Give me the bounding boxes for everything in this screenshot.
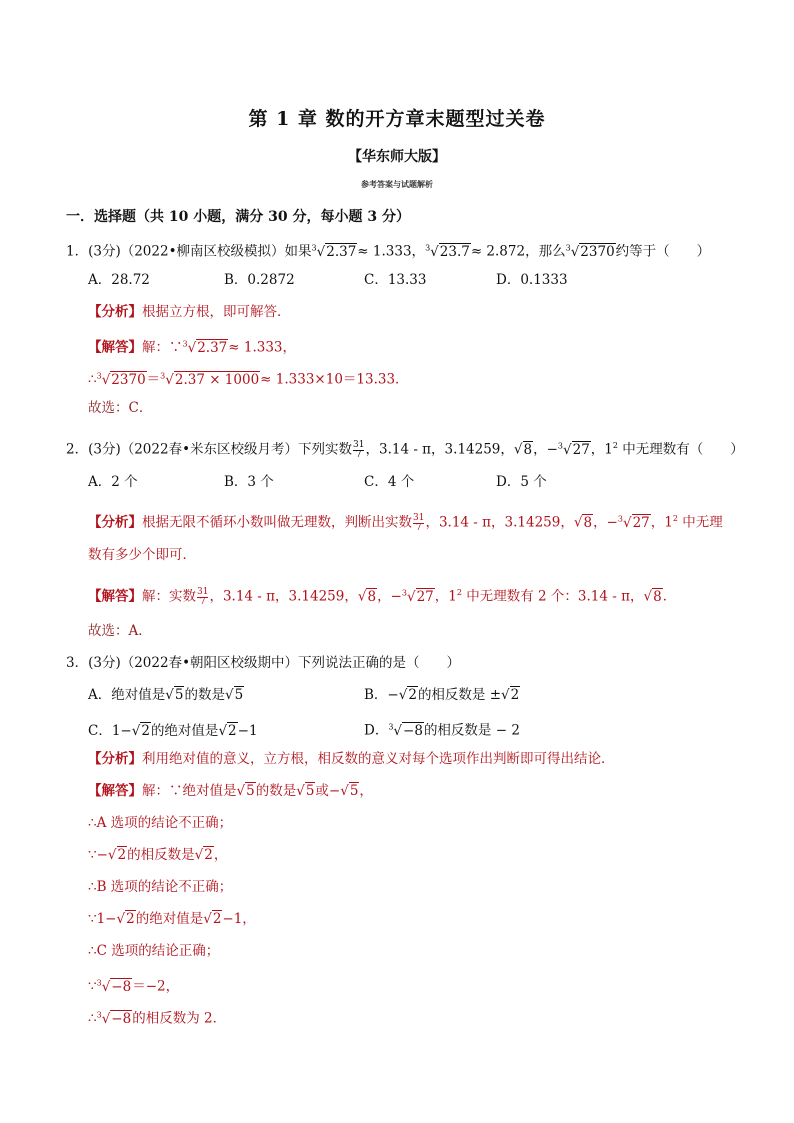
solution-text: 解：∵ — [142, 339, 183, 356]
sqrt-sign: √ — [194, 847, 204, 863]
cube-root-sign: $^3$√ — [425, 243, 439, 260]
q2-analysis-line-2: 数有多少个即可． — [88, 547, 196, 563]
question-1-options — [88, 270, 568, 290]
q3-solution-line-2: ∴A 选项的结论不正确； — [88, 815, 233, 831]
option-text: 的相反数是 − 2 — [423, 722, 520, 739]
fraction-numerator: 31 — [413, 512, 425, 523]
q2-stem-text: 2．(3分)（2022春•米东区校级月考）下列实数 — [66, 441, 353, 458]
solution-text: 解：∵绝对值是 — [142, 783, 237, 799]
sqrt-sign: √ — [643, 588, 653, 605]
option-radicand: 2 — [141, 722, 150, 739]
analysis-text: ，3.14 - π，3.14259， — [425, 514, 574, 531]
q3-solution-line-5 — [88, 909, 256, 929]
answer-note: 参考答案与试题解析 — [361, 179, 433, 189]
solution-text: 的相反数是 — [127, 847, 195, 863]
fraction — [413, 514, 424, 533]
option-radicand: 5 — [234, 687, 244, 703]
solution-radicand: 5 — [305, 783, 315, 799]
question-2-options — [88, 472, 547, 492]
sqrt-sign: √ — [296, 783, 305, 799]
sqrt-sign: √ — [340, 783, 349, 799]
solution-text: ∵1− — [88, 911, 117, 927]
sqrt-sign: √ — [573, 514, 583, 531]
solution-label: 【解答】 — [88, 588, 142, 605]
sqrt-sign: √ — [357, 588, 367, 605]
cube-root-sign: $^3$√ — [96, 978, 111, 995]
q1-solution-line-2 — [88, 366, 409, 390]
analysis-text: 根据立方根，即可解答． — [142, 304, 291, 320]
analysis-text: 根据无限不循环小数叫做无理数，判断出实数 — [142, 514, 412, 531]
option-text: 的绝对值是 — [150, 722, 219, 739]
edition-label: 【华东师大版】 — [348, 149, 446, 165]
option-radicand: 2 — [228, 722, 237, 739]
option-c: C．13.33 — [364, 272, 427, 288]
option-text: D． — [364, 722, 389, 739]
option-c — [88, 721, 364, 741]
option-c: C．4 个 — [364, 474, 415, 490]
solution-text: ， — [213, 847, 228, 863]
analysis-label: 【分析】 — [88, 514, 142, 531]
cube-root-sign: $^3$√ — [311, 243, 326, 260]
solution-radicand: 2 — [126, 911, 135, 927]
solution-text: 或− — [315, 783, 341, 799]
analysis-text: 中无理 — [677, 514, 723, 531]
q1-stem-text: ≈ 1.333， — [357, 243, 426, 260]
q1-analysis — [88, 302, 291, 322]
q3-solution-line-3 — [88, 845, 227, 865]
sqrt-sign: √ — [107, 847, 117, 863]
fraction-numerator: 31 — [353, 439, 365, 450]
analysis-radicand: 8 — [583, 514, 593, 531]
q1-radicand-3: 2370 — [580, 243, 615, 260]
option-radicand: −8 — [403, 722, 423, 739]
solution-radicand: 5 — [349, 783, 359, 799]
question-3-options-row-2 — [88, 717, 520, 741]
solution-text: ∵− — [88, 847, 108, 863]
fraction — [197, 588, 208, 607]
q2-radicand-2: 27 — [572, 441, 590, 458]
cube-root-sign: $^3$√ — [401, 588, 416, 605]
q2-stem-text: ，− — [533, 441, 558, 458]
solution-text: −1， — [222, 911, 256, 927]
option-d — [364, 717, 520, 741]
fraction — [353, 441, 364, 460]
fraction-numerator: 31 — [197, 586, 209, 597]
sqrt-sign: √ — [236, 783, 246, 799]
sqrt-sign: √ — [513, 441, 523, 458]
cube-root-sign: $^3$√ — [96, 1010, 111, 1027]
solution-text: ． — [662, 588, 677, 605]
q1-stem-text: 约等于（ ） — [615, 243, 711, 260]
solution-text: ∴ — [88, 1010, 97, 1027]
solution-text: ＝−2， — [132, 978, 180, 995]
q1-radicand-2: 23.7 — [439, 243, 470, 260]
q3-solution-line-8 — [88, 1005, 226, 1029]
solution-radicand: 2.37 × 1000 — [174, 371, 260, 388]
option-radicand: 2 — [408, 687, 417, 703]
analysis-text: 利用绝对值的意义，立方根，相反数的意义对每个选项作出判断即可得出结论． — [142, 751, 615, 767]
solution-radicand: 2.37 — [197, 339, 228, 356]
solution-text: ＝ — [146, 371, 161, 388]
option-text: 的数是 — [184, 687, 225, 703]
sqrt-sign: √ — [165, 687, 174, 703]
q2-stem-text: 中无理数有（ ） — [617, 441, 744, 458]
page-title: 第 1 章 数的开方章末题型过关卷 — [248, 108, 546, 130]
q3-solution-line-7 — [88, 973, 179, 997]
sqrt-sign: √ — [398, 687, 408, 703]
solution-radicand: −8 — [111, 1010, 132, 1027]
solution-text: ≈ 1.333， — [228, 339, 297, 356]
question-3-stem: 3．(3分)（2022春•朝阳区校级期中）下列说法正确的是（ ） — [66, 655, 461, 671]
cube-root-sign: $^3$√ — [557, 441, 572, 458]
fraction-denominator: 7 — [355, 449, 362, 460]
option-d: D．5 个 — [496, 474, 547, 490]
question-1-stem — [66, 238, 710, 262]
solution-radicand: 2 — [204, 847, 213, 863]
fraction-denominator: 7 — [415, 522, 422, 533]
sqrt-sign: √ — [224, 687, 234, 703]
solution-text: ，1 — [434, 588, 457, 605]
solution-text: ，3.14 - π，3.14259， — [209, 588, 358, 605]
q1-stem-text: 1．(3分)（2022•柳南区校级模拟）如果 — [66, 243, 312, 260]
solution-label: 【解答】 — [88, 339, 142, 356]
analysis-label: 【分析】 — [88, 751, 142, 767]
q2-stem-text: ，1 — [590, 441, 613, 458]
option-a: A．28.72 — [88, 272, 150, 288]
q2-answer: 故选：A． — [88, 623, 152, 639]
solution-text: 的相反数为 2． — [132, 1010, 227, 1027]
solution-radicand: 8 — [367, 588, 377, 605]
cube-root-sign: $^3$√ — [96, 371, 111, 388]
solution-label: 【解答】 — [88, 783, 142, 799]
analysis-radicand: 27 — [632, 514, 650, 531]
option-b: B．0.2872 — [224, 272, 295, 288]
option-a — [88, 685, 364, 705]
q1-stem-text: ≈ 2.872，那么 — [470, 243, 566, 260]
q3-analysis — [88, 749, 615, 769]
q2-radicand-1: 8 — [523, 441, 533, 458]
option-text: −1 — [237, 722, 258, 739]
option-radicand: 5 — [174, 687, 184, 703]
solution-text: 中无理数有 2 个：3.14 - π， — [461, 588, 644, 605]
solution-radicand: 27 — [416, 588, 434, 605]
solution-text: 的绝对值是 — [135, 911, 204, 927]
q1-radicand-1: 2.37 — [326, 243, 357, 260]
solution-text: ≈ 1.333×10＝13.33． — [260, 371, 409, 388]
option-a: A．2 个 — [88, 474, 138, 490]
analysis-label: 【分析】 — [88, 304, 142, 320]
sqrt-sign: √ — [116, 911, 126, 927]
q3-solution — [88, 781, 373, 801]
option-text: C．1− — [88, 722, 132, 739]
question-3-options-row-1 — [88, 685, 520, 705]
solution-radicand: −8 — [111, 978, 132, 995]
solution-radicand: 5 — [246, 783, 255, 799]
cube-root-sign: $^3$√ — [565, 243, 580, 260]
exponent: 2 — [456, 588, 462, 597]
q2-stem-text: ，3.14 - π，3.14259， — [365, 441, 514, 458]
q1-answer: 故选：C． — [88, 400, 153, 416]
cube-root-sign: $^3$√ — [182, 339, 197, 356]
option-text: 的相反数是 ± — [417, 687, 502, 703]
sqrt-sign: √ — [203, 911, 212, 927]
sqrt-sign: √ — [501, 687, 510, 703]
option-text: B．− — [364, 687, 399, 703]
analysis-text: ，1 — [650, 514, 673, 531]
solution-text: ，− — [377, 588, 402, 605]
q2-analysis — [88, 509, 723, 533]
solution-radicand: 2 — [117, 847, 127, 863]
solution-text: 的数是 — [255, 783, 297, 799]
option-b: B．3 个 — [224, 474, 274, 490]
solution-radicand: 8 — [653, 588, 662, 605]
option-radicand: 2 — [510, 687, 520, 703]
option-b — [364, 685, 520, 705]
exponent: 2 — [612, 441, 618, 450]
sqrt-sign: √ — [218, 722, 228, 739]
cube-root-sign: $^3$√ — [617, 514, 632, 531]
solution-text: 解：实数 — [142, 588, 196, 605]
question-2-stem — [66, 436, 744, 460]
sqrt-sign: √ — [131, 722, 141, 739]
analysis-text: ，− — [593, 514, 618, 531]
solution-text: ， — [359, 783, 373, 799]
option-d: D．0.1333 — [496, 272, 568, 288]
cube-root-sign: $^3$√ — [388, 722, 403, 739]
option-text: A．绝对值是 — [88, 687, 166, 703]
q2-solution — [88, 583, 676, 607]
fraction-denominator: 7 — [199, 596, 206, 607]
solution-radicand: 2370 — [111, 371, 146, 388]
solution-text: ∵ — [88, 978, 97, 995]
section-heading: 一．选择题（共 10 小题，满分 30 分，每小题 3 分） — [66, 209, 410, 225]
exponent: 2 — [672, 514, 678, 523]
solution-radicand: 2 — [212, 911, 222, 927]
solution-text: ∴ — [88, 371, 97, 388]
q3-solution-line-6: ∴C 选项的结论正确； — [88, 943, 220, 959]
q1-solution — [88, 334, 296, 358]
cube-root-sign: $^3$√ — [160, 371, 174, 388]
q3-solution-line-4: ∴B 选项的结论不正确； — [88, 879, 233, 895]
